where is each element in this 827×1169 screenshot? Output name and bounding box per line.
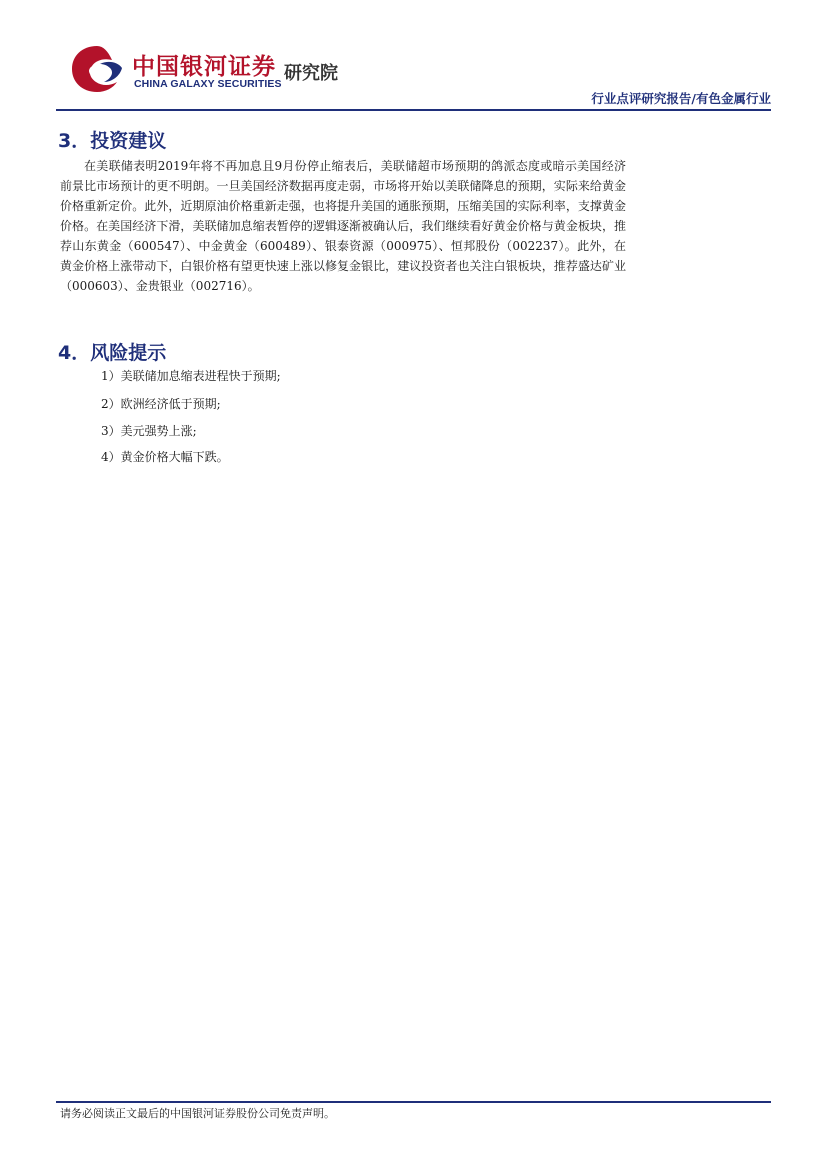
- report-category: 行业点评研究报告/有色金属行业: [591, 91, 771, 106]
- investment-paragraph: 在美联储表明2019年将不再加息且9月份停止缩表后，美联储超市场预期的鸽派态度或暗示美国经济前景比市场预计的更不明朗。一旦美国经济数据再度走弱，市场将开始以美联储降息的预期，实际来给黄金价格重新定价。此外，近期原油价格重新走强，也将提升美国的通胀预期，压缩美国的实际利率，支撑黄金价格。在美国经济下滑，美联储加息缩表暂停的逻辑逐渐被确认后，我们继续看好黄金价格与黄金板块，推荐山东黄金（600547）、中金黄金（600489）、银泰资源（000975）、恒邦股份（002237）。此外，在黄金价格上涨带动下，白银价格有望更快速上涨以修复金银比，建议投资者也关注白银板块，推荐盛达矿业（000603）、金贵银业（002716）。: [60, 159, 626, 293]
- section-heading-risk: 4．风险提示: [58, 342, 167, 364]
- risk-item: 3）美元强势上涨;: [101, 424, 197, 438]
- risk-item: 1）美联储加息缩表进程快于预期;: [101, 369, 281, 383]
- brand-name-en: CHINA GALAXY SECURITIES: [134, 78, 282, 90]
- risk-item: 2）欧洲经济低于预期;: [101, 397, 221, 411]
- company-logo: [70, 44, 350, 94]
- header-divider: [56, 109, 771, 111]
- galaxy-logo-icon: [70, 44, 124, 94]
- risk-item: 4）黄金价格大幅下跌。: [101, 450, 229, 464]
- brand-name-cn: 中国银河证券: [132, 54, 276, 80]
- section-heading-investment: 3．投资建议: [58, 130, 167, 152]
- institute-label: 研究院: [284, 63, 338, 84]
- footer-disclaimer: 请务必阅读正文最后的中国银河证券股份公司免责声明。: [60, 1107, 335, 1120]
- footer-divider: [56, 1101, 771, 1103]
